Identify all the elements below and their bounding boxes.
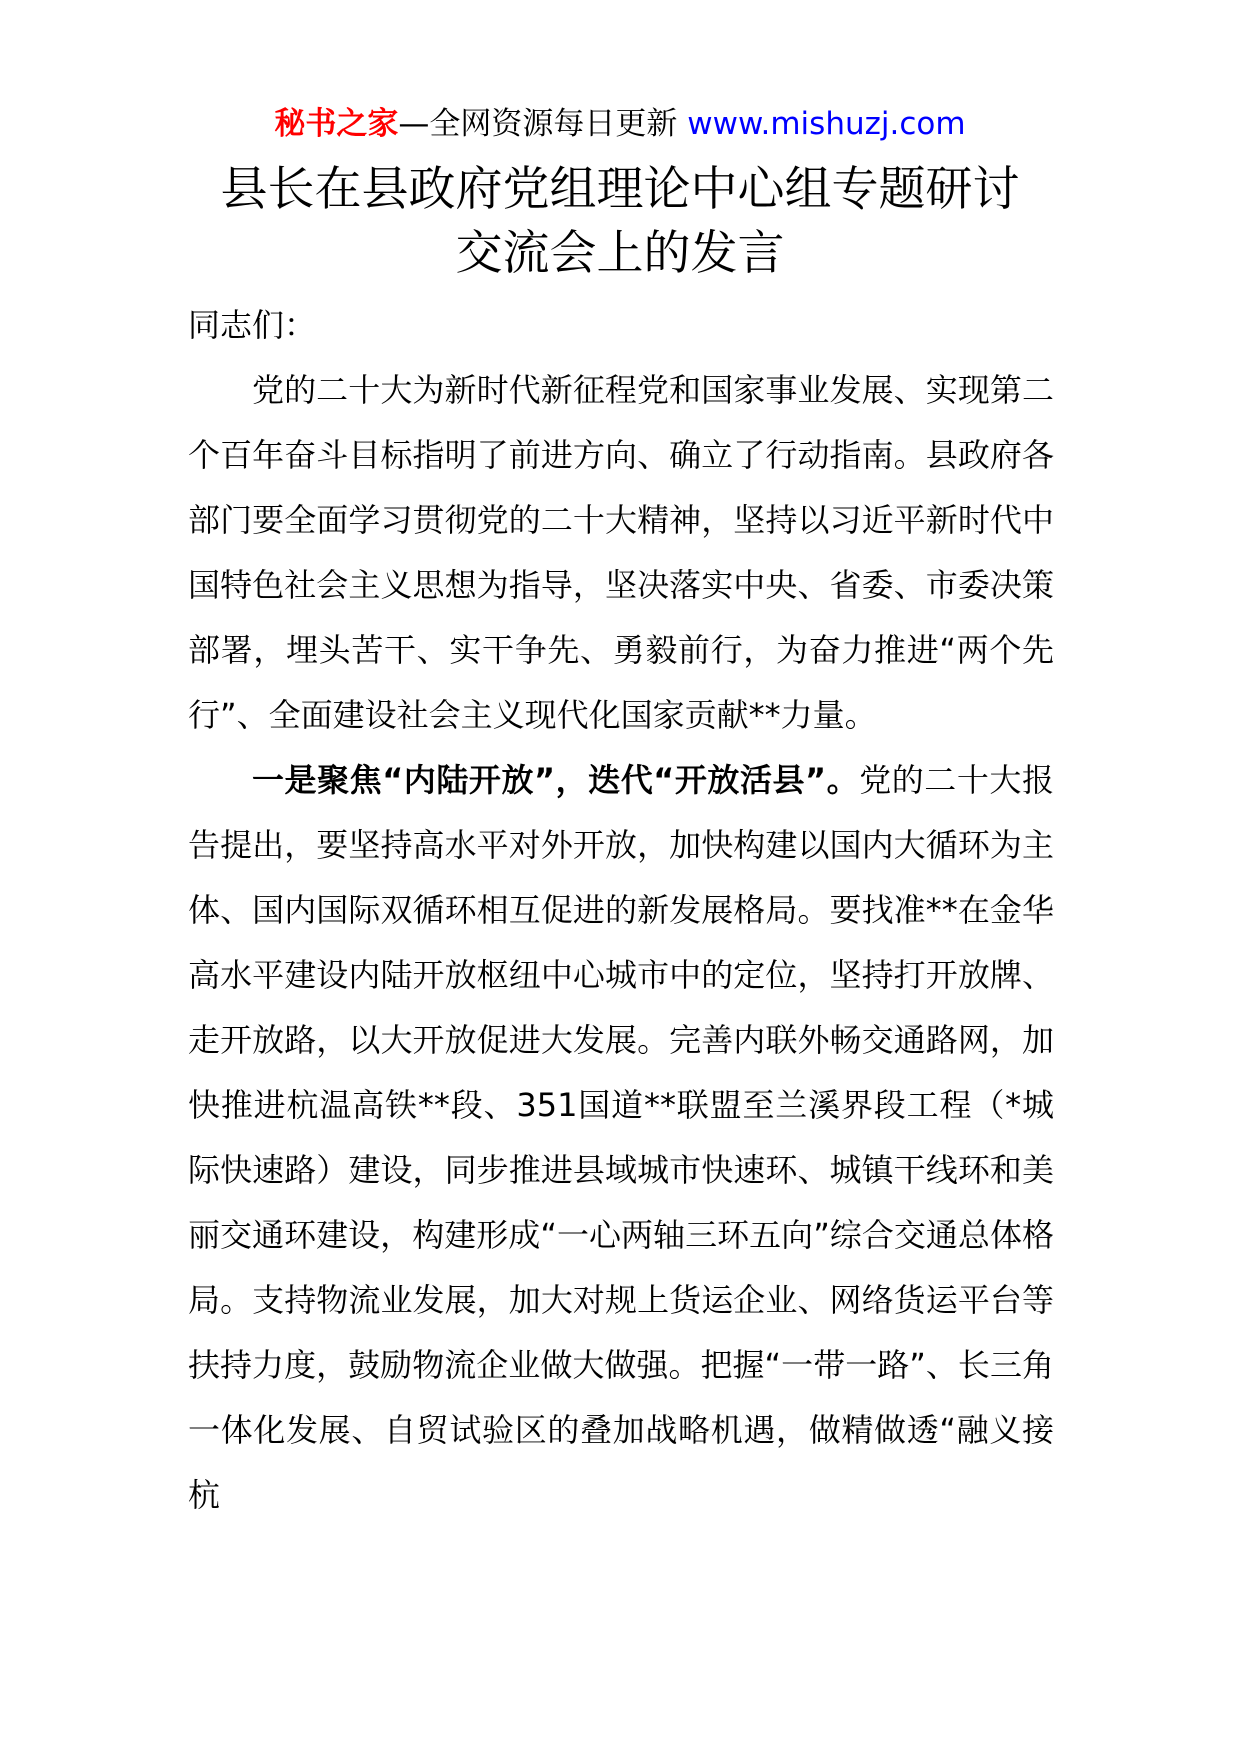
paragraph-point-one (188, 748, 1054, 1528)
document-title (160, 158, 1080, 286)
paragraph-intro: 党的二十大为新时代新征程党和国家事业发展、实现第二个百年奋斗目标指明了前进方向、确立了行动指南。县政府各部门要全面学习贯彻党的二十大精神，坚持以习近平新时代中国特色社会主义思想为指导，坚决落实中央、省委、市委决策部署，埋头苦干、实干争先、勇毅前行，为奋力推进“两个先行”、全面建设社会主义现代化国家贡献**力量。 (188, 371, 1054, 734)
site-url-link[interactable]: www.mishuzj.com (687, 106, 966, 142)
site-header (0, 102, 1240, 146)
document-body (188, 293, 1054, 1528)
title-line-1: 县长在县政府党组理论中心组专题研讨 (220, 162, 1020, 217)
brand-name: 秘书之家 (274, 106, 399, 142)
title-line-2: 交流会上的发言 (455, 226, 785, 281)
point-one-text: 党的二十大报告提出，要坚持高水平对外开放，加快构建以国内大循环为主体、国内国际双循环相互促进的新发展格局。要找准**在金华高水平建设内陆开放枢纽中心城市中的定位，坚持打开放牌、走开放路，以大开放促进大发展。完善内联外畅交通路网，加快推进杭温高铁**段、351国道**联盟至兰溪界段工程（*城际快速路）建设，同步推进县域城市快速环、城镇干线环和美丽交通环建设，构建形成“一心两轴三环五向”综合交通总体格局。支持物流业发展，加大对规上货运企业、网络货运平台等扶持力度，鼓励物流企业做大做强。把握“一带一路”、长三角一体化发展、自贸试验区的叠加战略机遇，做精做透“融义接杭 (188, 761, 1054, 1514)
point-one-heading: 一是聚焦“内陆开放”，迭代“开放活县”。 (252, 761, 860, 799)
header-slogan: —全网资源每日更新 (398, 106, 688, 142)
salutation: 同志们： (188, 306, 317, 344)
